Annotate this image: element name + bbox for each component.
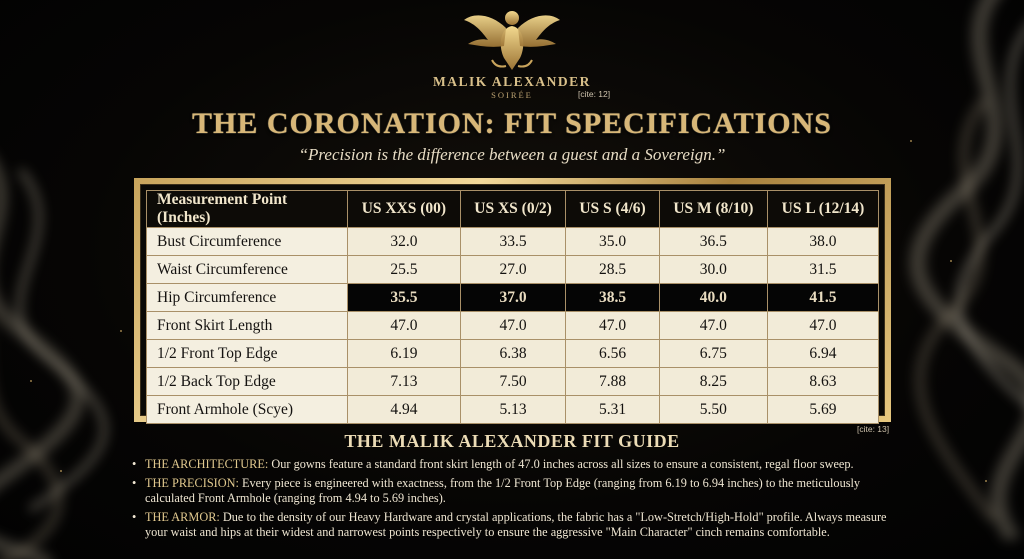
column-header: US L (12/14) bbox=[767, 191, 878, 228]
table-cell: 47.0 bbox=[767, 312, 878, 340]
fit-guide-title: THE MALIK ALEXANDER FIT GUIDE bbox=[344, 431, 680, 451]
table-cell: 4.94 bbox=[348, 396, 461, 424]
table-cell: 47.0 bbox=[460, 312, 565, 340]
citation-13: [cite: 13] bbox=[857, 424, 890, 434]
table-cell: 47.0 bbox=[566, 312, 659, 340]
fit-specifications-table bbox=[146, 190, 879, 424]
list-item bbox=[132, 510, 912, 540]
table-cell: 6.19 bbox=[348, 340, 461, 368]
row-label: Hip Circumference bbox=[147, 284, 348, 312]
row-label: 1/2 Back Top Edge bbox=[147, 368, 348, 396]
table-cell: 7.13 bbox=[348, 368, 461, 396]
table-cell: 8.25 bbox=[659, 368, 767, 396]
brand-name: MALIK ALEXANDER bbox=[433, 74, 591, 89]
guide-item-text: Every piece is engineered with exactness, from the 1/2 Front Top Edge (ranging from 6.19 to 6.94 inches) to the meticulously calculated Front Armhole (ranging from 4.94 to 5.69 inches). bbox=[145, 476, 861, 505]
table-row bbox=[147, 396, 879, 424]
table-cell: 8.63 bbox=[767, 368, 878, 396]
table-row bbox=[147, 312, 879, 340]
column-header: US XXS (00) bbox=[348, 191, 461, 228]
table-cell: 5.31 bbox=[566, 396, 659, 424]
row-label: Bust Circumference bbox=[147, 228, 348, 256]
guide-item-text: Due to the density of our Heavy Hardware and crystal applications, the fabric has a "Low-Stretch/High-Hold" profile. Always measure your waist and hips at their widest and narrowest points respectively to ensure the aggressive "Main Character" cinch remains comfortable. bbox=[145, 510, 887, 539]
table-cell: 6.38 bbox=[460, 340, 565, 368]
table-cell: 7.88 bbox=[566, 368, 659, 396]
column-header: US XS (0/2) bbox=[460, 191, 565, 228]
table-cell: 5.50 bbox=[659, 396, 767, 424]
table-cell: 30.0 bbox=[659, 256, 767, 284]
table-cell: 47.0 bbox=[348, 312, 461, 340]
bullet-icon: • bbox=[132, 476, 137, 490]
table-cell: 6.56 bbox=[566, 340, 659, 368]
table-row bbox=[147, 228, 879, 256]
table-cell: 27.0 bbox=[460, 256, 565, 284]
table-header-row bbox=[147, 191, 879, 228]
guide-item-heading: THE PRECISION: bbox=[145, 476, 239, 490]
table-cell: 33.5 bbox=[460, 228, 565, 256]
table-row-highlighted bbox=[147, 284, 879, 312]
table-cell: 35.0 bbox=[566, 228, 659, 256]
table-cell: 6.75 bbox=[659, 340, 767, 368]
row-label: Waist Circumference bbox=[147, 256, 348, 284]
guide-item-heading: THE ARMOR: bbox=[145, 510, 220, 524]
scarab-logo-icon bbox=[462, 6, 562, 76]
guide-item-heading: THE ARCHITECTURE: bbox=[145, 457, 269, 471]
citation-12: [cite: 12] bbox=[578, 89, 611, 99]
table-cell: 38.0 bbox=[767, 228, 878, 256]
list-item bbox=[132, 457, 912, 472]
table-cell: 5.69 bbox=[767, 396, 878, 424]
column-header: US M (8/10) bbox=[659, 191, 767, 228]
table-cell: 32.0 bbox=[348, 228, 461, 256]
smoke-left-decoration bbox=[0, 150, 150, 559]
table-cell: 35.5 bbox=[348, 284, 461, 312]
table-cell: 31.5 bbox=[767, 256, 878, 284]
list-item bbox=[132, 476, 912, 506]
row-label: 1/2 Front Top Edge bbox=[147, 340, 348, 368]
table-row bbox=[147, 368, 879, 396]
table-cell: 36.5 bbox=[659, 228, 767, 256]
fit-table-frame bbox=[134, 178, 891, 422]
bullet-icon: • bbox=[132, 457, 137, 471]
table-cell: 40.0 bbox=[659, 284, 767, 312]
table-cell: 6.94 bbox=[767, 340, 878, 368]
tagline: “Precision is the difference between a guest and a Sovereign.” bbox=[298, 145, 726, 164]
table-cell: 28.5 bbox=[566, 256, 659, 284]
fit-guide-list bbox=[132, 457, 912, 544]
column-header: US S (4/6) bbox=[566, 191, 659, 228]
row-label: Front Skirt Length bbox=[147, 312, 348, 340]
table-cell: 38.5 bbox=[566, 284, 659, 312]
table-cell: 7.50 bbox=[460, 368, 565, 396]
table-row bbox=[147, 340, 879, 368]
table-cell: 41.5 bbox=[767, 284, 878, 312]
column-header: Measurement Point (Inches) bbox=[147, 191, 348, 228]
row-label: Front Armhole (Scye) bbox=[147, 396, 348, 424]
brand-subtitle: SOIRÉE bbox=[491, 90, 533, 100]
table-cell: 5.13 bbox=[460, 396, 565, 424]
table-cell: 25.5 bbox=[348, 256, 461, 284]
bullet-icon: • bbox=[132, 510, 137, 524]
guide-item-text: Our gowns feature a standard front skirt length of 47.0 inches across all sizes to ensure a consistent, regal floor sweep. bbox=[268, 457, 854, 471]
table-row bbox=[147, 256, 879, 284]
page-title: THE CORONATION: FIT SPECIFICATIONS bbox=[192, 107, 832, 140]
table-cell: 47.0 bbox=[659, 312, 767, 340]
table-cell: 37.0 bbox=[460, 284, 565, 312]
